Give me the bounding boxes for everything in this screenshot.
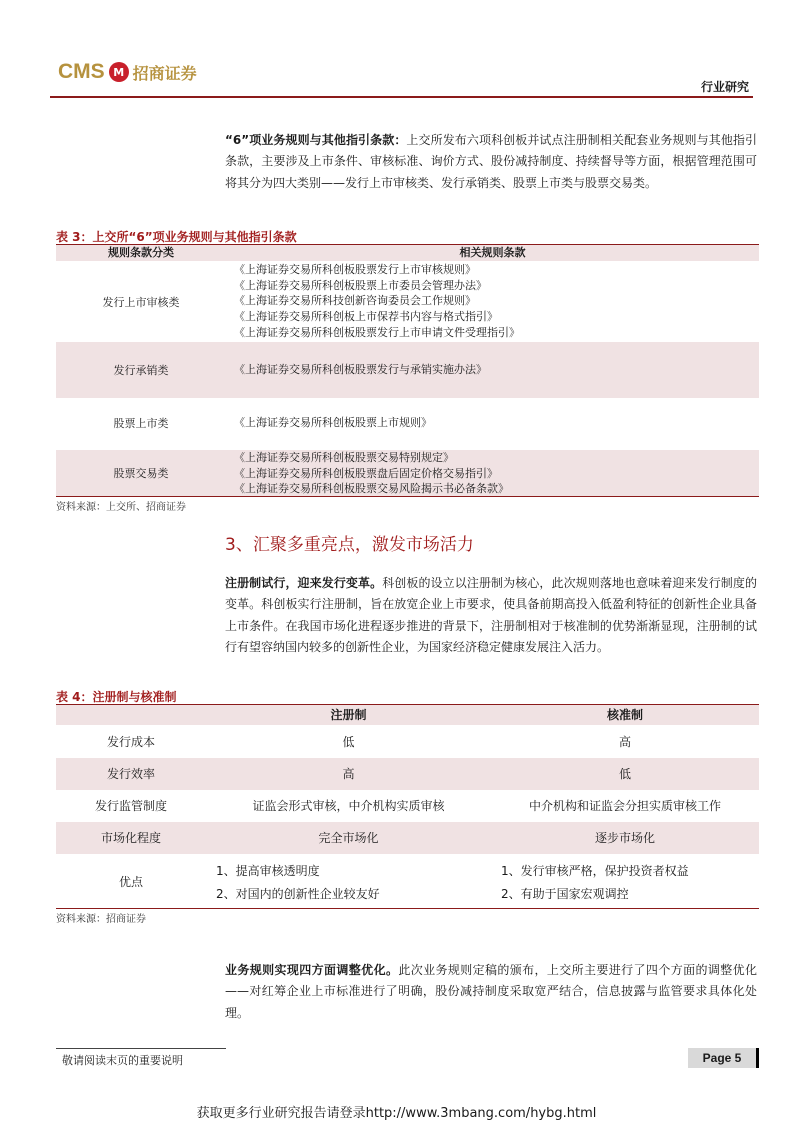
header-divider: [50, 96, 753, 98]
table3-header-category: 规则条款分类: [108, 246, 174, 259]
footer-rule: [56, 1048, 226, 1049]
logo-mark-icon: M: [109, 62, 129, 82]
table4-caption: 表 4：注册制与核准制: [56, 690, 177, 704]
table4-row-merits: [56, 854, 759, 908]
table3-rule-item: 《上海证券交易所科创板股票上市委员会管理办法》: [234, 278, 487, 292]
table3-rule-item: 《上海证券交易所科创板股票发行与承销实施办法》: [234, 363, 487, 376]
table3-rule-item: 《上海证券交易所科创板上市保荐书内容与格式指引》: [234, 310, 498, 324]
disclaimer-note: 敬请阅读末页的重要说明: [62, 1054, 183, 1067]
logo-chinese-text: 招商证券: [132, 63, 197, 83]
registration-paragraph: [225, 573, 757, 658]
table4-row-label: 市场化程度: [100, 831, 161, 845]
registration-text: 科创板的设立以注册制为核心，此次规则落地也意味着迎来发行制度的变革。科创板实行注册制，旨在放宽企业上市要求，使具备前期高投入低盈利特征的创新性企业具备上市条件。在我国市场化进程逐步推进的背景下，注册制相对于核准制的优势渐渐显现，注册制的试行有望容纳国内较多的创新性企业，为国家经济稳定健康发展注入活力。: [225, 576, 757, 654]
business-rules-bold-lead: 业务规则实现四方面调整优化。: [225, 963, 399, 977]
table3-bottom-rule: [56, 496, 759, 497]
page-number: Page 5: [688, 1048, 759, 1068]
table3-row-category: 发行承销类: [113, 364, 169, 377]
table3-row: [56, 342, 759, 398]
table3-row: [56, 262, 759, 342]
table4-cell-registration: 高: [342, 767, 355, 781]
table4-header-registration: 注册制: [330, 708, 367, 722]
logo-cms-text: CMS: [58, 60, 105, 83]
business-rules-paragraph: [225, 960, 757, 1024]
table3-row-category: 股票交易类: [113, 467, 169, 480]
table4-row: [56, 758, 759, 790]
download-link-text[interactable]: 获取更多行业研究报告请登录http://www.3mbang.com/hybg.html: [196, 1106, 597, 1121]
table4-row: [56, 822, 759, 854]
table4-merit-registration: 2、对国内的创新性企业较友好: [216, 887, 380, 901]
table3-header-row: [56, 245, 759, 261]
table3-header-rules: 相关规则条款: [459, 246, 526, 259]
table4-merit-registration: 1、提高审核透明度: [216, 864, 320, 878]
intro-bold-lead: “6”项业务规则与其他指引条款：: [225, 133, 407, 147]
table4-row-label: 发行成本: [106, 735, 155, 749]
intro-text: 上交所发布六项科创板并试点注册制相关配套业务规则与其他指引条款，主要涉及上市条件、审核标准、询价方式、股份减持制度、持续督导等方面，根据管理范围可将其分为四大类别——发行上市审核类、发行承销类、股票上市类与股票交易类。: [225, 133, 757, 190]
table3-rule-item: 《上海证券交易所科创板股票上市规则》: [234, 416, 432, 429]
table4-cell-approval: 高: [618, 735, 631, 749]
table3-rule-item: 《上海证券交易所科创板股票交易风险揭示书必备条款》: [234, 482, 509, 496]
table4-cell-registration: 低: [342, 735, 355, 749]
table4-cell-registration: 完全市场化: [318, 831, 379, 845]
table4-row: [56, 726, 759, 758]
table3-rule-item: 《上海证券交易所科创板股票发行上市审核规则》: [234, 263, 476, 276]
section-heading: 3、汇聚多重亮点，激发市场活力: [225, 535, 474, 555]
table3-rule-item: 《上海证券交易所科创板股票发行上市申请文件受理指引》: [234, 325, 520, 339]
registration-bold-lead: 注册制试行，迎来发行变革。: [225, 576, 383, 590]
table3-rule-item: 《上海证券交易所科创板股票交易特别规定》: [234, 451, 454, 464]
table4-header-row: [56, 705, 759, 725]
table4-row-label: 发行监管制度: [94, 799, 167, 813]
table3-row-category: 发行上市审核类: [102, 296, 180, 309]
table4-cell-registration: 证监会形式审核，中介机构实质审核: [252, 799, 445, 813]
table3-rule-item: 《上海证券交易所科技创新咨询委员会工作规则》: [234, 294, 476, 308]
table3-caption: 表 3：上交所“6”项业务规则与其他指引条款: [56, 230, 297, 244]
table4-row-label: 发行效率: [106, 767, 155, 781]
table4-header-approval: 核准制: [606, 708, 643, 722]
business-rules-text: 此次业务规则定稿的颁布，上交所主要进行了四个方面的调整优化——对红筹企业上市标准进行了明确，股份减持制度采取宽严结合，信息披露与监管要求具体化处理。: [225, 963, 757, 1020]
table4-cell-approval: 低: [618, 767, 631, 781]
report-category: 行业研究: [700, 80, 749, 94]
intro-paragraph: [225, 130, 757, 194]
table4-cell-approval: 中介机构和证监会分担实质审核工作: [528, 799, 721, 813]
table3-row-category: 股票上市类: [113, 417, 169, 430]
table3-rule-item: 《上海证券交易所科创板股票盘后固定价格交易指引》: [234, 466, 498, 480]
table4-row: [56, 790, 759, 822]
company-logo: [58, 60, 197, 84]
table4-merit-approval: 2、有助于国家宏观调控: [501, 887, 629, 901]
table4-source: 资料来源：招商证券: [56, 914, 146, 925]
table4-merit-approval: 1、发行审核严格，保护投资者权益: [501, 864, 689, 878]
table3-row: [56, 398, 759, 450]
table4-row-label: 优点: [118, 875, 143, 889]
table3-row: [56, 450, 759, 496]
table4-bottom-rule: [56, 908, 759, 909]
table4-cell-approval: 逐步市场化: [594, 831, 655, 845]
table3-source: 资料来源：上交所、招商证券: [56, 502, 186, 513]
